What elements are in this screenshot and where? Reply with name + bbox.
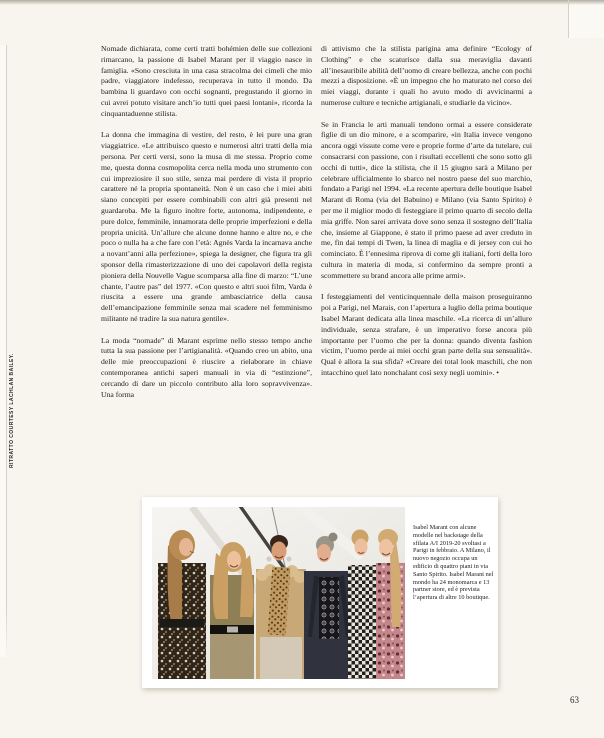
page-edge-right-underlay xyxy=(569,0,604,38)
article-paragraph: I festeggiamenti del venticinquennale della maison proseguiranno poi a Parigi, nel Marais, con l’apertura a luglio della prima boutique Isabel Marant dedicata alla linea maschile. «La ricerca di un’allure individuale, senza strafare, è un imperativo forse ancora più importante per l’uomo che per la donna: quando diventa fashion victim, l’uomo perde ai miei occhi gran parte della sua sensualità». Qual è allora la sua sfida? «Creare dei total look maschili, che non intacchino quel lato nonchalant così sexy negli uomini». • xyxy=(321,292,532,377)
article-paragraph: di attivismo che la stilista parigina ama definire “Ecology of Clothing” e che scaturisce dalla sua meraviglia davanti all’inesauribile abilità dell’uomo di creare bellezza, anche con pochi mezzi a disposizione. «È un impegno che ho maturato nel corso dei miei viaggi, durante i quali ho avuto modo di avvicinarmi a numerose culture e tecniche artigianali, e studiarle da vicino». xyxy=(321,44,532,107)
photo-credit-vertical: RITRATTO COURTESY LACHLAN BAILEY. xyxy=(9,353,15,468)
article-column-left xyxy=(101,44,312,411)
page-edge-left xyxy=(6,45,7,657)
photo-caption: Isabel Marant con alcune modelle nel backstage della sfilata A/I 2019-20 svoltasi a Parigi in febbraio. A Milano, il nuovo negozio occupa un edificio di quattro piani in via Santo Spirito. Isabel Marant nel mondo ha 24 monomarca e 13 partner store, ed è prevista l’apertura di altre 10 boutique. xyxy=(413,524,494,602)
page-edge-right xyxy=(568,0,569,38)
backstage-photo xyxy=(152,507,405,679)
article-paragraph: Se in Francia le arti manuali tendono ormai a essere considerate figlie di un dio minore, e a scomparire, «in Italia invece vengono ancora oggi vissute come vere e proprie forme d’arte da tutelare, cui consacrarsi con passione, con i risultati eccellenti che sono sotto gli occhi di tutti», dice la stilista, che il 15 giugno sarà a Milano per celebrare ufficialmente lo sbarco nel nostro paese del suo marchio, fondato a Parigi nel 1994. «La recente apertura delle boutique Isabel Marant di Roma (via del Babuino) e Milano (via Santo Spirito) è per me il miglior modo di festeggiare il primo quarto di secolo della mia griffe. Non sarei arrivata dove sono senza il sostegno dell’Italia che, insieme al Giappone, è stato il primo paese ad aver creduto in me, fin dai tempi di Twen, la linea di maglia e di jersey con cui ho cominciato. È l’ennesima riprova di come gli italiani, forti della loro cultura in materia di moda, si confermino da sempre pronti a scommettere su brand ancora alle prime armi». xyxy=(321,119,532,280)
article-paragraph: La donna che immagina di vestire, del resto, è lei pure una gran viaggiatrice. «Le attribuisco questo e numerosi altri tratti della mia persona. Per certi versi, sono la musa di me stessa. Proprio come me, questa donna cosmopolita cerca nella moda uno strumento con cui impreziosire il suo stile, senza mai perdere di vista il proprio carattere né la propria spontaneità. Non è un caso che i miei abiti siano concepiti per essere combinabili con altri già presenti nel guardaroba. Me la figuro inoltre forte, autonoma, indipendente, e pure dolce, femminile, innamorata delle proprie imperfezioni e della propria unicità. Un’allure che alcune donne hanno e altre no, e che poco o nulla ha a che fare con l’età: Agnès Varda la incarnava anche a novant’anni alla perfezione», spiega la designer, che figura tra gli sponsor della rimasterizzazione di uno dei capolavori della regista pioniera della Nouvelle Vague scomparsa alla fine di marzo: “L’une chante, l’autre pas” del 1977. «Con questo e altri suoi film, Varda è riuscita a essere una grande ambasciatrice della causa dell’emancipazione femminile senza mai scadere nel femminismo militante né tradire la sua natura gentile». xyxy=(101,130,312,323)
article-column-right xyxy=(321,44,532,390)
photo-card xyxy=(142,497,498,688)
article-paragraph: Nomade dichiarata, come certi tratti bohémien delle sue collezioni rimarcano, la passione di Isabel Marant per il viaggio nasce in famiglia. «Sono cresciuta in una casa stracolma dei cimeli che mio padre, viaggiatore indefesso, recuperava in tutto il mondo. Da bambina li guardavo con occhi sognanti, pregustando il giorno in cui avrei potuto visitare anch’io tutti quei paesi lontani», ricorda la cinquantaduenne stilista. xyxy=(101,44,312,118)
page-edge-top xyxy=(0,0,604,5)
page-number: 63 xyxy=(570,695,579,705)
article-paragraph: La moda “nomade” di Marant esprime nello stesso tempo anche tutta la sua passione per l’artigianalità. «Quando creo un abito, una delle mie preoccupazioni è riuscire a rielaborare in chiave contemporanea antichi saperi manuali in via di “estinzione”, cercando di dare un piccolo contributo alla loro sopravvivenza». Una forma xyxy=(101,335,312,399)
